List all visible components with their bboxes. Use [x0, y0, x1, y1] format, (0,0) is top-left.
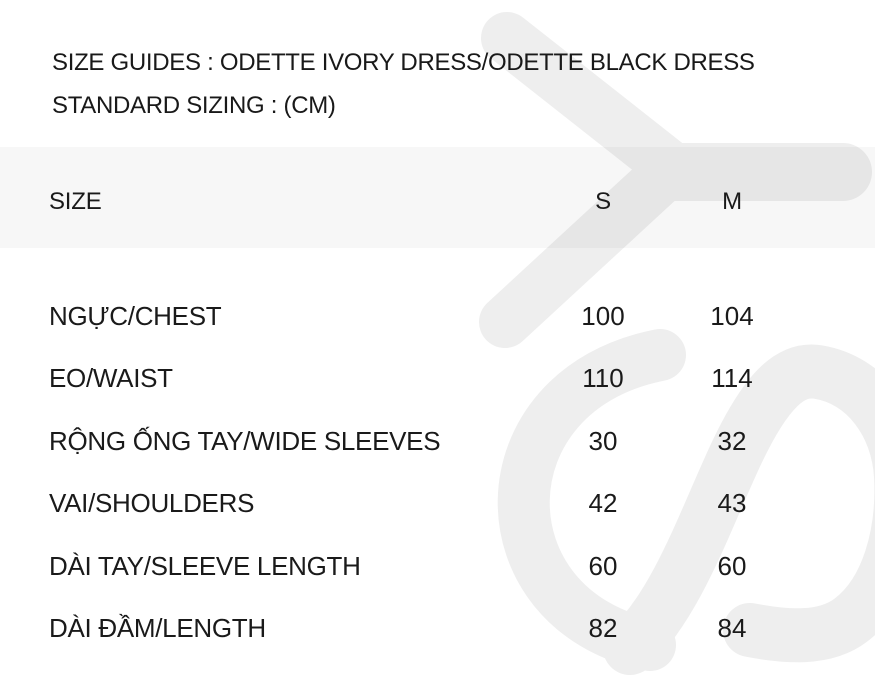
- size-m-header: M: [722, 187, 742, 215]
- value-s: 42: [588, 488, 618, 519]
- size-column-header: SIZE: [49, 187, 102, 215]
- value-m: 114: [711, 363, 753, 394]
- value-s: 30: [588, 425, 618, 456]
- measurement-label: EO/WAIST: [49, 363, 173, 394]
- value-s: 110: [582, 363, 624, 394]
- title-block: [52, 41, 755, 127]
- measurement-label: DÀI TAY/SLEEVE LENGTH: [49, 550, 361, 581]
- value-s: 100: [581, 300, 625, 331]
- size-guide-title: SIZE GUIDES : ODETTE IVORY DRESS/ODETTE BLACK DRESS: [52, 49, 755, 76]
- value-s: 60: [588, 550, 618, 581]
- measurement-label: DÀI ĐẦM/LENGTH: [49, 613, 266, 644]
- measurement-label: VAI/SHOULDERS: [49, 488, 255, 519]
- value-m: 104: [710, 300, 754, 331]
- table-row: [0, 473, 875, 536]
- value-m: 32: [717, 425, 747, 456]
- table-row: [0, 348, 875, 411]
- value-s: 82: [588, 613, 618, 644]
- value-m: 84: [717, 613, 747, 644]
- table-row: [0, 535, 875, 598]
- table-row: [0, 285, 875, 348]
- table-row: [0, 598, 875, 661]
- measurement-label: RỘNG ỐNG TAY/WIDE SLEEVES: [49, 425, 441, 456]
- measurement-rows: [0, 248, 875, 660]
- measurement-label: NGỰC/CHEST: [49, 300, 222, 331]
- size-s-header: S: [595, 187, 611, 215]
- sizing-standard-subtitle: STANDARD SIZING : (CM): [52, 92, 336, 119]
- value-m: 60: [717, 550, 747, 581]
- value-m: 43: [717, 488, 747, 519]
- table-row: [0, 410, 875, 473]
- table-header-row: [0, 147, 875, 248]
